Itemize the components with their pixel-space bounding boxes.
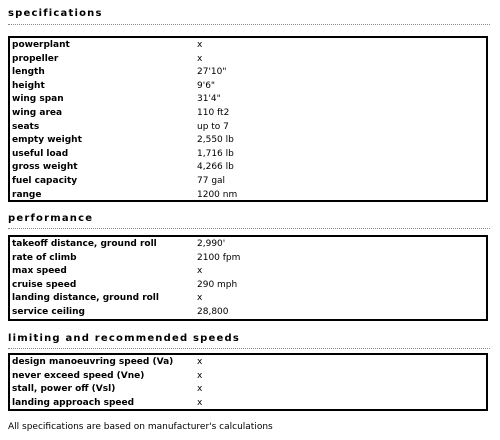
row-value: 31'4" xyxy=(197,94,221,105)
table-row xyxy=(10,148,486,162)
row-label: cruise speed xyxy=(12,279,77,290)
row-label: length xyxy=(12,67,45,78)
row-label: landing approach speed xyxy=(12,397,135,408)
performance-table xyxy=(8,235,488,321)
specifications-divider xyxy=(8,24,490,25)
row-value: 110 ft2 xyxy=(197,107,230,118)
row-label: landing distance, ground roll xyxy=(12,293,159,304)
limiting-speeds-divider xyxy=(8,348,490,349)
table-row xyxy=(10,134,486,148)
table-row xyxy=(10,383,486,397)
row-value: x xyxy=(197,293,203,304)
row-label: range xyxy=(12,189,42,200)
row-value: up to 7 xyxy=(197,121,229,132)
row-value: x xyxy=(197,357,203,367)
row-label: wing span xyxy=(12,94,64,105)
row-label: wing area xyxy=(12,107,63,118)
row-label: gross weight xyxy=(12,162,78,173)
performance-divider xyxy=(8,228,490,229)
table-row xyxy=(10,53,486,67)
specifications-table xyxy=(8,36,488,202)
row-label: propeller xyxy=(12,53,59,64)
row-value: 28,800 xyxy=(197,306,229,317)
row-label: stall, power off (Vsl) xyxy=(12,384,116,395)
table-row xyxy=(10,292,486,306)
row-label: height xyxy=(12,80,45,91)
table-row xyxy=(10,356,486,370)
table-row xyxy=(10,397,486,411)
performance-heading: performance xyxy=(8,213,94,224)
row-value: x xyxy=(197,40,203,50)
row-value: 290 mph xyxy=(197,279,238,290)
table-row xyxy=(10,370,486,384)
row-value: x xyxy=(197,266,203,277)
limiting-speeds-heading: limiting and recommended speeds xyxy=(8,333,240,344)
row-label: design manoeuvring speed (Va) xyxy=(12,357,174,367)
row-value: 1,716 lb xyxy=(197,148,234,159)
table-row xyxy=(10,93,486,107)
row-value: x xyxy=(197,397,203,408)
table-row xyxy=(10,107,486,121)
table-row xyxy=(10,175,486,189)
table-row xyxy=(10,66,486,80)
row-label: service ceiling xyxy=(12,306,85,317)
table-row xyxy=(10,80,486,94)
table-row xyxy=(10,265,486,279)
row-label: never exceed speed (Vne) xyxy=(12,370,145,381)
row-label: rate of climb xyxy=(12,252,77,263)
row-label: takeoff distance, ground roll xyxy=(12,239,157,249)
row-value: 1200 nm xyxy=(197,189,238,200)
row-value: x xyxy=(197,53,203,64)
table-row xyxy=(10,39,486,53)
row-value: x xyxy=(197,384,203,395)
row-value: 2,990' xyxy=(197,239,226,249)
row-value: 9'6" xyxy=(197,80,216,91)
row-label: empty weight xyxy=(12,135,82,146)
row-value: 77 gal xyxy=(197,175,226,186)
row-label: fuel capacity xyxy=(12,175,78,186)
table-row xyxy=(10,189,486,203)
row-label: powerplant xyxy=(12,40,70,50)
table-row xyxy=(10,161,486,175)
row-label: seats xyxy=(12,121,40,132)
row-label: useful load xyxy=(12,148,69,159)
table-row xyxy=(10,279,486,293)
row-value: 2,550 lb xyxy=(197,135,234,146)
table-row xyxy=(10,252,486,266)
row-value: x xyxy=(197,370,203,381)
footnote: All specifications are based on manufacturer's calculations xyxy=(8,422,273,432)
row-value: 4,266 lb xyxy=(197,162,234,173)
limiting-speeds-table xyxy=(8,353,488,411)
table-row xyxy=(10,306,486,320)
row-label: max speed xyxy=(12,266,67,277)
specifications-heading: specifications xyxy=(8,8,103,19)
table-row xyxy=(10,238,486,252)
row-value: 27'10" xyxy=(197,67,227,78)
row-value: 2100 fpm xyxy=(197,252,241,263)
table-row xyxy=(10,121,486,135)
